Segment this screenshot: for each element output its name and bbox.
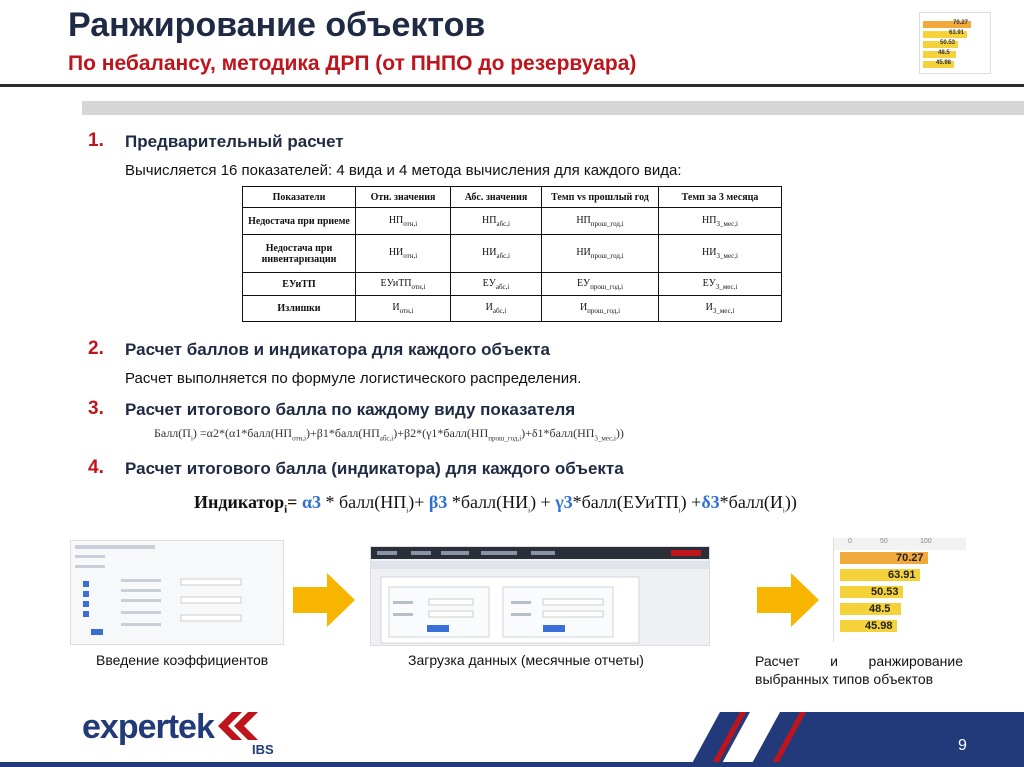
upload-form-illustration: [371, 547, 709, 645]
table-cell: [356, 235, 451, 273]
cell-symbol: ЕУ: [702, 277, 716, 289]
cell-symbol: И: [579, 302, 588, 313]
table-cell: [542, 235, 659, 273]
cell-subscript: отн,i: [411, 282, 426, 291]
step-4-title: Расчет итогового балла (индикатора) для каждого объекта: [125, 459, 624, 478]
table-cell: [659, 273, 782, 296]
ranking-value: 48.5: [869, 603, 891, 615]
indicator-label: Индикатор: [194, 492, 285, 512]
table-header-cell: Темп за 3 месяца: [659, 187, 782, 208]
table-cell: [451, 296, 542, 322]
upload-screenshot: [370, 546, 710, 646]
cell-subscript: 3_мес,i: [716, 219, 738, 228]
page-title: Ранжирование объектов: [68, 6, 486, 44]
formula-part: )+δ1*балл(НП: [521, 426, 595, 440]
coef-gamma3: γ3: [555, 492, 573, 512]
row-label: ЕУиТП: [243, 273, 356, 296]
cell-subscript: 3_мес,i: [712, 307, 735, 315]
cell-symbol: НИ: [482, 247, 497, 258]
cell-subscript: абс,i: [492, 307, 507, 315]
table-cell: [356, 273, 451, 296]
formula-part: *балл(ЕУиТП: [572, 492, 679, 512]
mini-value: 50.53: [940, 40, 956, 46]
page-subtitle: По небалансу, методика ДРП (от ПНПО до резервуара): [68, 52, 637, 75]
table-row: [243, 296, 782, 322]
row-label: Недостача при инвентаризации: [243, 235, 356, 273]
cell-symbol: НП: [482, 214, 497, 226]
cell-subscript: 3_мес,i: [715, 282, 738, 291]
cell-subscript: прош_год,i: [590, 219, 624, 228]
step-2-text: Расчет выполняется по формуле логистического распределения.: [125, 370, 582, 387]
row-label: Излишки: [243, 296, 356, 322]
table-row: [243, 273, 782, 296]
formula-indicator: Индикатор$_i$= $\alpha 3 * балл(НП_i)+ \beta 3$ $*балл(НИ_i)$ + γ3*балл(ЕУиТП$_i$) $+\delta 3*балл(И_i)$): [194, 492, 797, 516]
formula-part: Балл(П: [154, 426, 191, 440]
mini-value: 45.98: [936, 60, 952, 66]
brand-name: expertek: [82, 708, 214, 746]
step-2-title: Расчет баллов и индикатора для каждого объекта: [125, 340, 550, 359]
step-number: 2.: [88, 338, 104, 359]
table-header-cell: Отн. значения: [356, 187, 451, 208]
ranking-bars: [834, 552, 966, 642]
caption-upload: Загрузка данных (месячные отчеты): [408, 652, 644, 668]
formula-part: ) +: [530, 492, 556, 512]
cell-subscript: 3_мес,i: [716, 252, 738, 260]
cell-subscript: абс,i: [495, 282, 510, 291]
formula-part: )+β2*(γ1*балл(НП: [393, 426, 489, 440]
ranking-value: 63.91: [888, 569, 916, 581]
cell-symbol: ЕУ: [576, 277, 591, 289]
formula-score: $Балл(П_i)$ $=\alpha 2*(\alpha 1*балл(НП_{отн,i})+\beta 1*балл(НП_{абс,i})+\beta 2*(\gamma 1*балл(НП_{прош\_год,i})+\delta 1*балл(НП_{3\_мес,i}))$: [154, 426, 624, 443]
chevrons-icon: [218, 712, 258, 740]
table-cell: [659, 296, 782, 322]
cell-symbol: И: [485, 302, 493, 313]
step-3-title: Расчет итогового балла по каждому виду показателя: [125, 400, 576, 419]
coef-alpha3: α3: [301, 492, 321, 512]
mini-value: 70.27: [953, 20, 969, 26]
coef-delta3: δ3: [701, 492, 720, 512]
caption-ranking: Расчет и ранжирование выбранных типов объектов: [755, 653, 967, 687]
step-number: 4.: [88, 457, 104, 478]
table-cell: [542, 296, 659, 322]
ranking-value: 45.98: [865, 620, 893, 632]
table-header-cell: Показатели: [243, 187, 356, 208]
formula-part: ) =α2*(α1*балл(НП: [192, 426, 293, 440]
ranking-scale: [834, 538, 966, 550]
cell-symbol: НИ: [576, 247, 591, 258]
scale-tick: 50: [880, 538, 888, 545]
table-cell: [356, 208, 451, 235]
cell-subscript: абс,i: [496, 219, 510, 228]
step-number: 1.: [88, 130, 104, 151]
equals-sign: =: [287, 492, 298, 512]
cell-subscript: отн,i: [399, 307, 414, 315]
cell-subscript: прош_год,i: [590, 282, 624, 291]
cell-symbol: НП: [576, 214, 591, 226]
cell-symbol: ЕУ: [482, 277, 496, 289]
cell-symbol: И: [392, 302, 400, 313]
arrow-right-icon: [757, 573, 819, 627]
scale-tick: 0: [848, 538, 852, 545]
table-cell: [659, 235, 782, 273]
cell-symbol: И: [705, 302, 713, 313]
step-1: [88, 130, 104, 152]
metrics-table-wrap: [242, 186, 782, 322]
step-number: 3.: [88, 398, 104, 419]
footer-stripes: [650, 712, 1024, 767]
coefficients-form-illustration: [71, 541, 283, 644]
table-cell: [451, 208, 542, 235]
row-label: Недостача при приеме: [243, 208, 356, 235]
formula-part: )): [615, 426, 624, 440]
coefficients-screenshot: [70, 540, 284, 645]
coef-beta3: β3: [428, 492, 448, 512]
cell-symbol: НП: [388, 214, 404, 226]
formula-part: ) +: [680, 492, 702, 512]
header-divider: [0, 84, 1024, 87]
formula-part: *балл(И: [719, 492, 783, 512]
brand-logo: [82, 708, 274, 757]
mini-bars: [920, 13, 990, 73]
mini-value: 63.91: [949, 30, 965, 36]
caption-coefficients: Введение коэффициентов: [96, 652, 269, 668]
gray-band: [82, 101, 1024, 115]
cell-symbol: НИ: [702, 247, 717, 258]
cell-subscript: прош_год,i: [590, 252, 624, 260]
cell-symbol: НИ: [388, 247, 404, 258]
mini-value: 48.5: [938, 50, 950, 56]
table-cell: [356, 296, 451, 322]
cell-subscript: прош_год,i: [587, 307, 621, 315]
table-cell: [542, 273, 659, 296]
table-header-cell: Темп vs прошлый год: [542, 187, 659, 208]
formula-part: * балл(НП: [320, 492, 407, 512]
formula-part: *балл(НИ: [447, 492, 529, 512]
ranking-chart: [833, 538, 966, 642]
formula-part: )): [784, 492, 797, 512]
arrow-right-icon: [293, 573, 355, 627]
table-cell: [451, 273, 542, 296]
table-row: [243, 235, 782, 273]
table-cell: [451, 235, 542, 273]
page-number: 9: [958, 737, 967, 754]
formula-part: )+: [408, 492, 429, 512]
cell-subscript: абс,i: [496, 252, 510, 260]
ranking-value: 70.27: [896, 552, 924, 564]
table-cell: [659, 208, 782, 235]
brand-sub: IBS: [252, 742, 274, 757]
ranking-value: 50.53: [871, 586, 899, 598]
table-header-cell: Абс. значения: [451, 187, 542, 208]
cell-subscript: отн,i: [403, 219, 418, 228]
cell-symbol: НП: [702, 214, 717, 226]
metrics-table: [242, 186, 782, 322]
cell-symbol: ЕУиТП: [380, 277, 412, 289]
table-cell: [542, 208, 659, 235]
table-row: [243, 208, 782, 235]
step-1-title: Предварительный расчет: [125, 132, 344, 151]
step-1-text: Вычисляется 16 показателей: 4 вида и 4 метода вычисления для каждого вида:: [125, 162, 682, 179]
formula-part: )+β1*балл(НП: [306, 426, 380, 440]
footer-rule: [0, 762, 1024, 767]
scale-tick: 100: [920, 538, 932, 545]
cell-subscript: отн,i: [403, 252, 418, 260]
mini-ranking-chart: [919, 12, 991, 74]
